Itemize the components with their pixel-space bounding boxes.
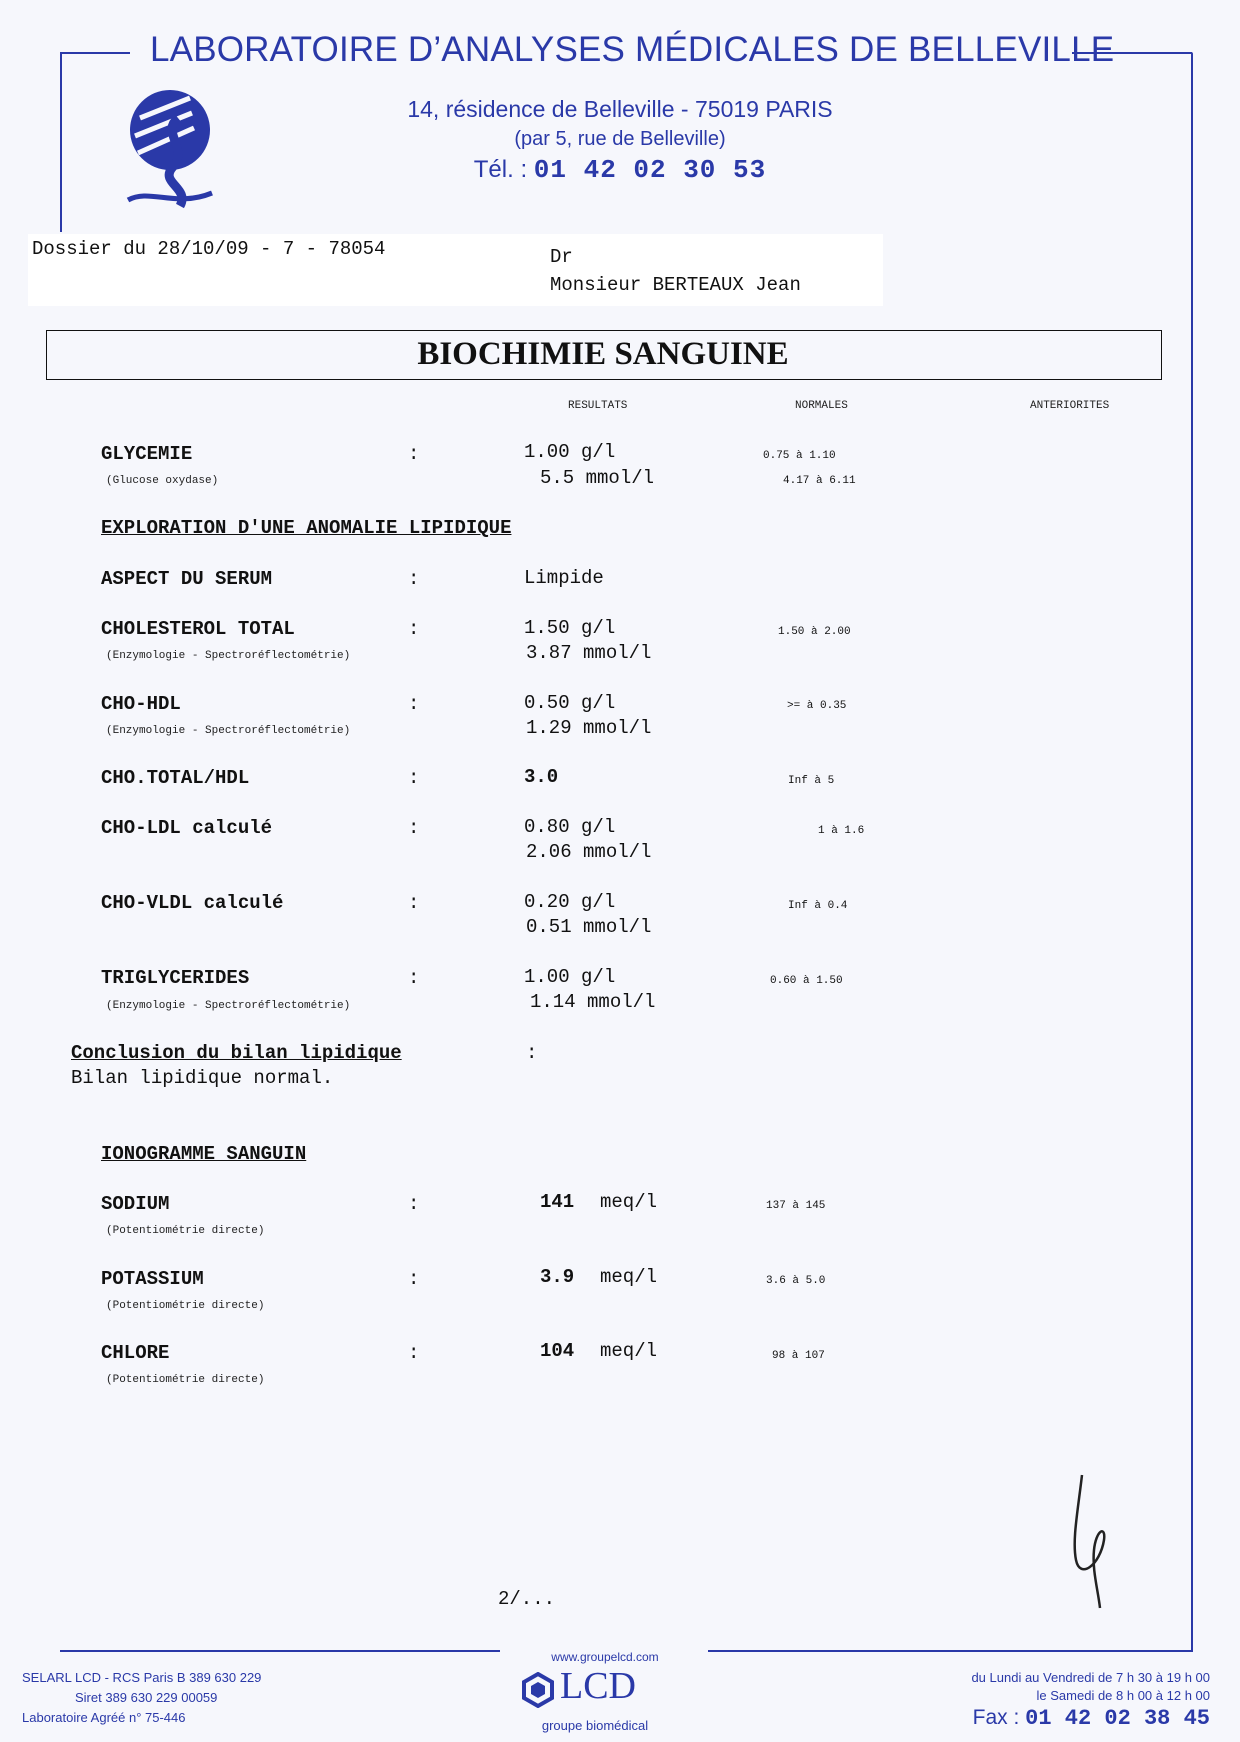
normal-glycemie-gl: 0.75 à 1.10 [763, 450, 836, 462]
normal-potassium: 3.6 à 5.0 [766, 1275, 826, 1287]
normal-cho-total-hdl: Inf à 5 [788, 775, 835, 787]
normal-cho-vldl: Inf à 0.4 [788, 900, 848, 912]
lcd-logo-subtitle: groupe biomédical [541, 1718, 649, 1733]
unit-sodium: meq/l [600, 1191, 658, 1213]
frame-line-top-left [60, 52, 130, 54]
column-header-normals: NORMALES [795, 400, 848, 412]
unit-chlore: meq/l [600, 1340, 658, 1362]
method-chlore: (Potentiométrie directe) [106, 1374, 265, 1386]
result-cho-total-hdl: 3.0 [524, 766, 559, 788]
result-triglycerides-mmol: 1.14 mmol/l [530, 991, 656, 1013]
lab-address: 14, résidence de Belleville - 75019 PARIS [407, 96, 833, 122]
method-potassium: (Potentiométrie directe) [106, 1300, 265, 1312]
phone-number: 01 42 02 30 53 [533, 155, 767, 185]
footer-legal-line1: SELARL LCD - RCS Paris B 389 630 229 [22, 1670, 262, 1685]
fax-number: 01 42 02 38 45 [1025, 1706, 1210, 1731]
result-cholesterol-gl: 1.50 g/l [524, 617, 616, 639]
page-number: 2/... [498, 1588, 556, 1610]
test-name-cho-hdl: CHO-HDL [101, 693, 181, 715]
test-name-cholesterol-total: CHOLESTEROL TOTAL [101, 618, 295, 640]
method-cholesterol: (Enzymologie - Spectroréflectométrie) [106, 650, 351, 662]
lab-address-detail: (par 5, rue de Belleville) [514, 128, 726, 150]
separator-colon: : [408, 443, 420, 465]
column-header-previous: ANTERIORITES [1030, 400, 1110, 412]
doctor-label: Dr [550, 246, 573, 268]
normal-cho-ldl: 1 à 1.6 [818, 825, 865, 837]
separator-colon: : [408, 1193, 420, 1215]
normal-glycemie-mmol: 4.17 à 6.11 [783, 475, 856, 487]
normal-triglycerides: 0.60 à 1.50 [770, 975, 843, 987]
separator-colon: : [408, 967, 420, 989]
separator-colon: : [408, 817, 420, 839]
normal-cholesterol: 1.50 à 2.00 [778, 626, 851, 638]
footer-hours-weekdays: du Lundi au Vendredi de 7 h 30 à 19 h 00 [971, 1670, 1210, 1685]
result-aspect-serum: Limpide [524, 567, 604, 589]
lab-logo-icon [120, 88, 215, 218]
result-sodium: 141 [540, 1191, 575, 1213]
test-name-chlore: CHLORE [101, 1342, 170, 1364]
separator-colon: : [408, 568, 420, 590]
separator-colon: : [408, 892, 420, 914]
result-cho-vldl-gl: 0.20 g/l [524, 891, 616, 913]
dossier-reference: Dossier du 28/10/09 - 7 - 78054 [32, 238, 386, 260]
footer-legal-line3: Laboratoire Agréé n° 75-446 [22, 1710, 186, 1725]
section-title-lipid: EXPLORATION D'UNE ANOMALIE LIPIDIQUE [101, 517, 512, 539]
normal-cho-hdl: >= à 0.35 [787, 700, 847, 712]
footer-legal-line2: Siret 389 630 229 00059 [75, 1690, 218, 1705]
separator-colon: : [408, 1268, 420, 1290]
conclusion-text: Bilan lipidique normal. [71, 1067, 334, 1089]
test-name-cho-vldl: CHO-VLDL calculé [101, 892, 284, 914]
test-name-sodium: SODIUM [101, 1193, 170, 1215]
separator-colon: : [526, 1042, 538, 1064]
normal-chlore: 98 à 107 [772, 1350, 825, 1362]
result-cho-ldl-gl: 0.80 g/l [524, 816, 616, 838]
handwritten-mark-icon [1060, 1470, 1120, 1610]
result-cho-vldl-mmol: 0.51 mmol/l [526, 916, 652, 938]
lab-phone [360, 155, 880, 185]
method-cho-hdl: (Enzymologie - Spectroréflectométrie) [106, 725, 351, 737]
result-potassium: 3.9 [540, 1266, 575, 1288]
lcd-hexagon-icon [520, 1672, 556, 1708]
test-name-potassium: POTASSIUM [101, 1268, 204, 1290]
test-name-glycemie: GLYCEMIE [101, 443, 193, 465]
separator-colon: : [408, 767, 420, 789]
test-name-aspect-serum: ASPECT DU SERUM [101, 568, 273, 590]
test-name-cho-ldl: CHO-LDL calculé [101, 817, 273, 839]
frame-line-left [60, 52, 62, 232]
method-glycemie: (Glucose oxydase) [106, 475, 219, 487]
report-title: BIOCHIMIE SANGUINE [417, 336, 789, 372]
footer-website[interactable]: www.groupelcd.com [551, 1650, 659, 1664]
frame-line-bottom-left [60, 1650, 500, 1652]
fax-label: Fax : [972, 1706, 1020, 1729]
frame-line-bottom-right [708, 1650, 1193, 1652]
separator-colon: : [408, 618, 420, 640]
result-cho-ldl-mmol: 2.06 mmol/l [526, 841, 652, 863]
result-cho-hdl-gl: 0.50 g/l [524, 692, 616, 714]
test-name-cho-total-hdl: CHO.TOTAL/HDL [101, 767, 250, 789]
normal-sodium: 137 à 145 [766, 1200, 826, 1212]
phone-label: Tél. : [473, 156, 528, 183]
test-name-triglycerides: TRIGLYCERIDES [101, 967, 250, 989]
separator-colon: : [408, 1342, 420, 1364]
result-cho-hdl-mmol: 1.29 mmol/l [526, 717, 652, 739]
footer-fax [973, 1706, 1210, 1731]
footer-hours-saturday: le Samedi de 8 h 00 à 12 h 00 [1036, 1688, 1210, 1703]
section-title-ionogramme: IONOGRAMME SANGUIN [101, 1143, 307, 1165]
column-header-results: RESULTATS [568, 400, 628, 412]
unit-potassium: meq/l [600, 1266, 658, 1288]
result-chlore: 104 [540, 1340, 575, 1362]
result-triglycerides-gl: 1.00 g/l [524, 966, 616, 988]
lab-name: LABORATOIRE D’ANALYSES MÉDICALES DE BELLEVILLE [150, 30, 1115, 69]
lcd-logo-text: LCD [560, 1665, 636, 1707]
method-sodium: (Potentiométrie directe) [106, 1225, 265, 1237]
result-glycemie-mmol: 5.5 mmol/l [540, 467, 655, 489]
method-triglycerides: (Enzymologie - Spectroréflectométrie) [106, 1000, 351, 1012]
result-glycemie-gl: 1.00 g/l [524, 441, 616, 463]
conclusion-label: Conclusion du bilan lipidique [71, 1042, 402, 1064]
patient-name: Monsieur BERTEAUX Jean [550, 274, 801, 296]
frame-line-right [1191, 52, 1193, 1652]
result-cholesterol-mmol: 3.87 mmol/l [526, 642, 652, 664]
separator-colon: : [408, 693, 420, 715]
